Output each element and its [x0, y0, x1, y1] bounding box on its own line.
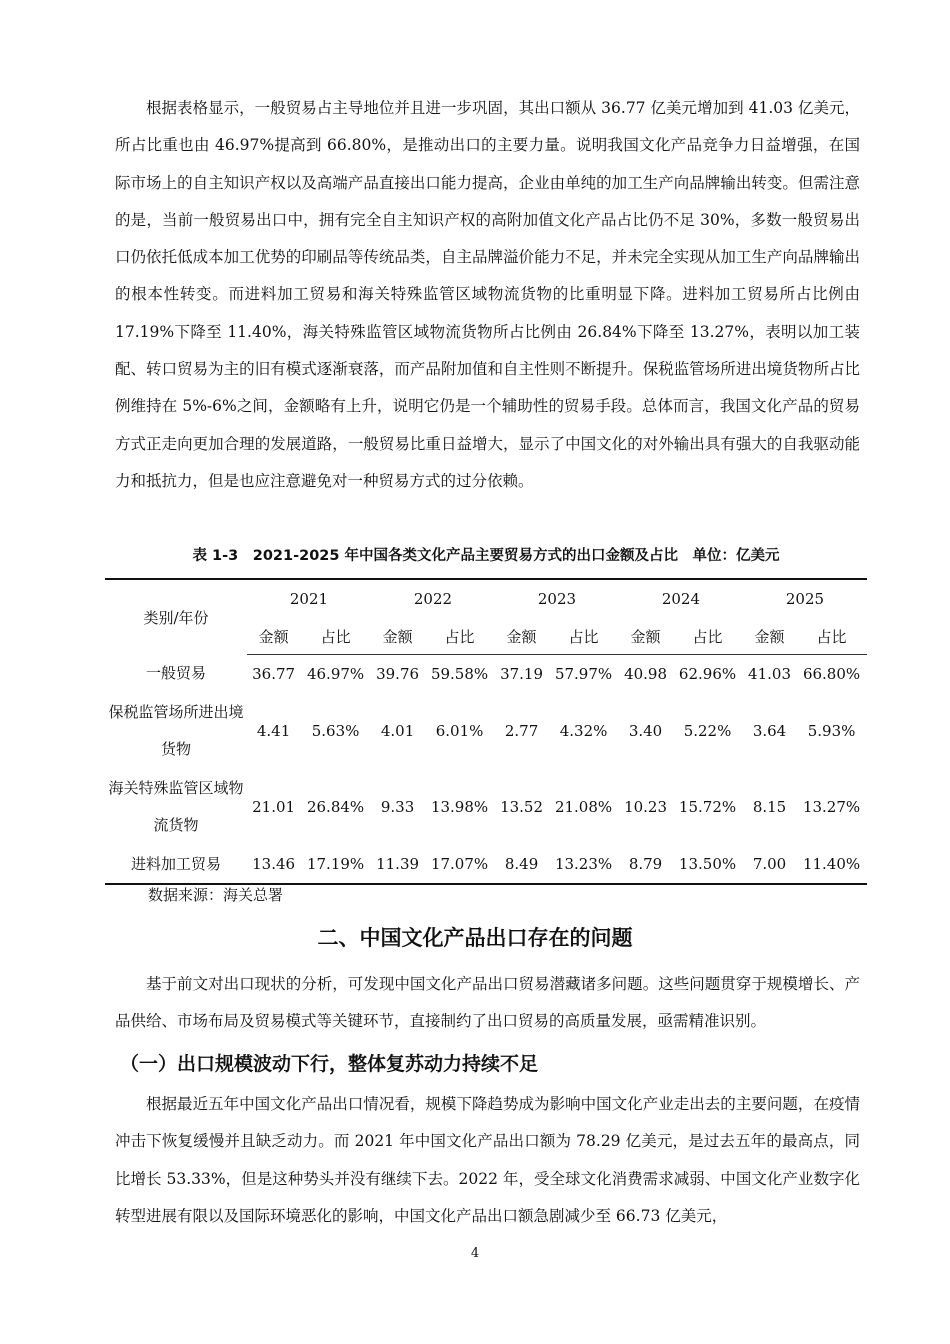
cell-share: 11.40%: [802, 855, 861, 873]
header-year: 2022: [413, 590, 453, 608]
cell-share: 13.27%: [802, 798, 861, 816]
cell-share: 66.80%: [802, 665, 861, 683]
cell-amount: 13.52: [500, 798, 544, 816]
table-row: [105, 655, 867, 694]
cell-amount: 10.23: [624, 798, 668, 816]
cell-amount: 4.01: [380, 722, 415, 740]
row-label: 保税监管场所进出境货物: [108, 703, 244, 758]
table-row: [105, 845, 867, 884]
cell-share: 4.32%: [559, 722, 608, 740]
header-amount: 金额: [247, 618, 300, 655]
page-number: 4: [470, 1246, 480, 1261]
cell-share: 5.63%: [311, 722, 360, 740]
export-table: [105, 578, 867, 885]
cell-amount: 39.76: [376, 665, 420, 683]
cell-share: 17.19%: [306, 855, 365, 873]
cell-share: 59.58%: [430, 665, 489, 683]
cell-share: 17.07%: [430, 855, 489, 873]
body-paragraph: 根据表格显示，一般贸易占主导地位并且进一步巩固，其出口额从 36.77 亿美元增加到 41.03 亿美元，所占比重也由 46.97%提高到 66.80%，是推动出口的主要力量。说明我国文化产品竞争力日益增强，在国际市场上的自主知识产权以及高端产品直接出口能力提高，企业由单纯的加工生产向品牌输出转变。但需注意的是，当前一般贸易出口中，拥有完全自主知识产权的高附加值文化产品占比仍不足 30%，多数一般贸易出口仍依托低成本加工优势的印刷品等传统品类，自主品牌溢价能力不足，并未完全实现从加工生产向品牌输出的根本性转变。而进料加工贸易和海关特殊监管区域物流货物的比重明显下降。进料加工贸易所占比例由 17.19%下降至 11.40%，海关特殊监管区域物流货物所占比例由 26.84%下降至 13.27%，表明以加工装配、转口贸易为主的旧有模式逐渐衰落，而产品附加值和自主性则不断提升。保税监管场所进出境货物所占比例维持在 5%-6%之间，金额略有上升，说明它仍是一个辅助性的贸易手段。总体而言，我国文化产品的贸易方式正走向更加合理的发展道路，一般贸易比重日益增大，显示了中国文化的对外输出具有强大的自我驱动能力和抵抗力，但是也应注意避免对一种贸易方式的过分依赖。: [115, 99, 860, 490]
row-label: 海关特殊监管区域物流货物: [108, 779, 244, 834]
header-amount: 金额: [619, 618, 672, 655]
header-share: 占比: [796, 618, 867, 655]
row-label: 一般贸易: [145, 664, 206, 683]
cell-share: 6.01%: [435, 722, 484, 740]
cell-share: 5.22%: [683, 722, 732, 740]
subsection-heading: （一）出口规模波动下行，整体复苏动力持续不足: [120, 1053, 539, 1075]
cell-amount: 2.77: [504, 722, 539, 740]
cell-amount: 8.15: [752, 798, 787, 816]
cell-amount: 21.01: [252, 798, 296, 816]
cell-share: 13.50%: [678, 855, 737, 873]
header-year: 2025: [785, 590, 825, 608]
header-year: 2023: [537, 590, 577, 608]
cell-amount: 13.46: [252, 855, 296, 873]
header-share: 占比: [548, 618, 619, 655]
header-year: 2021: [289, 590, 329, 608]
cell-share: 13.23%: [554, 855, 613, 873]
cell-amount: 4.41: [256, 722, 291, 740]
section-heading: 二、中国文化产品出口存在的问题: [317, 926, 633, 950]
cell-amount: 3.40: [628, 722, 663, 740]
cell-amount: 8.49: [504, 855, 539, 873]
table-row: [105, 769, 867, 845]
header-category: 类别/年份: [143, 608, 209, 627]
header-amount: 金额: [371, 618, 424, 655]
cell-amount: 7.00: [752, 855, 787, 873]
cell-amount: 9.33: [380, 798, 415, 816]
body-paragraph: 基于前文对出口现状的分析，可发现中国文化产品出口贸易潜藏诸多问题。这些问题贯穿于规模增长、产品供给、市场布局及贸易模式等关键环节，直接制约了出口贸易的高质量发展，亟需精准识别。: [115, 975, 860, 1031]
cell-share: 57.97%: [554, 665, 613, 683]
table-caption: 表 1-3 2021-2025 年中国各类文化产品主要贸易方式的出口金额及占比 单位：亿美元: [192, 548, 780, 564]
cell-share: 5.93%: [807, 722, 856, 740]
cell-amount: 36.77: [252, 665, 296, 683]
header-share: 占比: [300, 618, 371, 655]
cell-share: 21.08%: [554, 798, 613, 816]
cell-amount: 41.03: [748, 665, 791, 683]
table-row: [105, 693, 867, 769]
cell-amount: 8.79: [628, 855, 663, 873]
row-label: 进料加工贸易: [130, 854, 221, 873]
cell-share: 26.84%: [306, 798, 365, 816]
cell-share: 15.72%: [678, 798, 737, 816]
header-share: 占比: [424, 618, 495, 655]
cell-amount: 40.98: [624, 665, 668, 683]
header-amount: 金额: [743, 618, 796, 655]
cell-amount: 3.64: [752, 722, 787, 740]
header-share: 占比: [672, 618, 743, 655]
header-year: 2024: [661, 590, 701, 608]
cell-share: 13.98%: [430, 798, 489, 816]
header-amount: 金额: [495, 618, 548, 655]
cell-share: 62.96%: [678, 665, 737, 683]
cell-amount: 11.39: [376, 855, 420, 873]
body-paragraph: 根据最近五年中国文化产品出口情况看，规模下降趋势成为影响中国文化产业走出去的主要问题，在疫情冲击下恢复缓慢并且缺乏动力。而 2021 年中国文化产品出口额为 78.29 亿美元，是过去五年的最高点，同比增长 53.33%，但是这种势头并没有继续下去。2022 年，受全球文化消费需求减弱、中国文化产业数字化转型进展有限以及国际环境恶化的影响，中国文化产品出口额急剧减少至 66.73 亿美元，: [115, 1095, 860, 1225]
cell-amount: 37.19: [500, 665, 544, 683]
data-source-note: 数据来源：海关总署: [148, 886, 284, 904]
cell-share: 46.97%: [306, 665, 365, 683]
